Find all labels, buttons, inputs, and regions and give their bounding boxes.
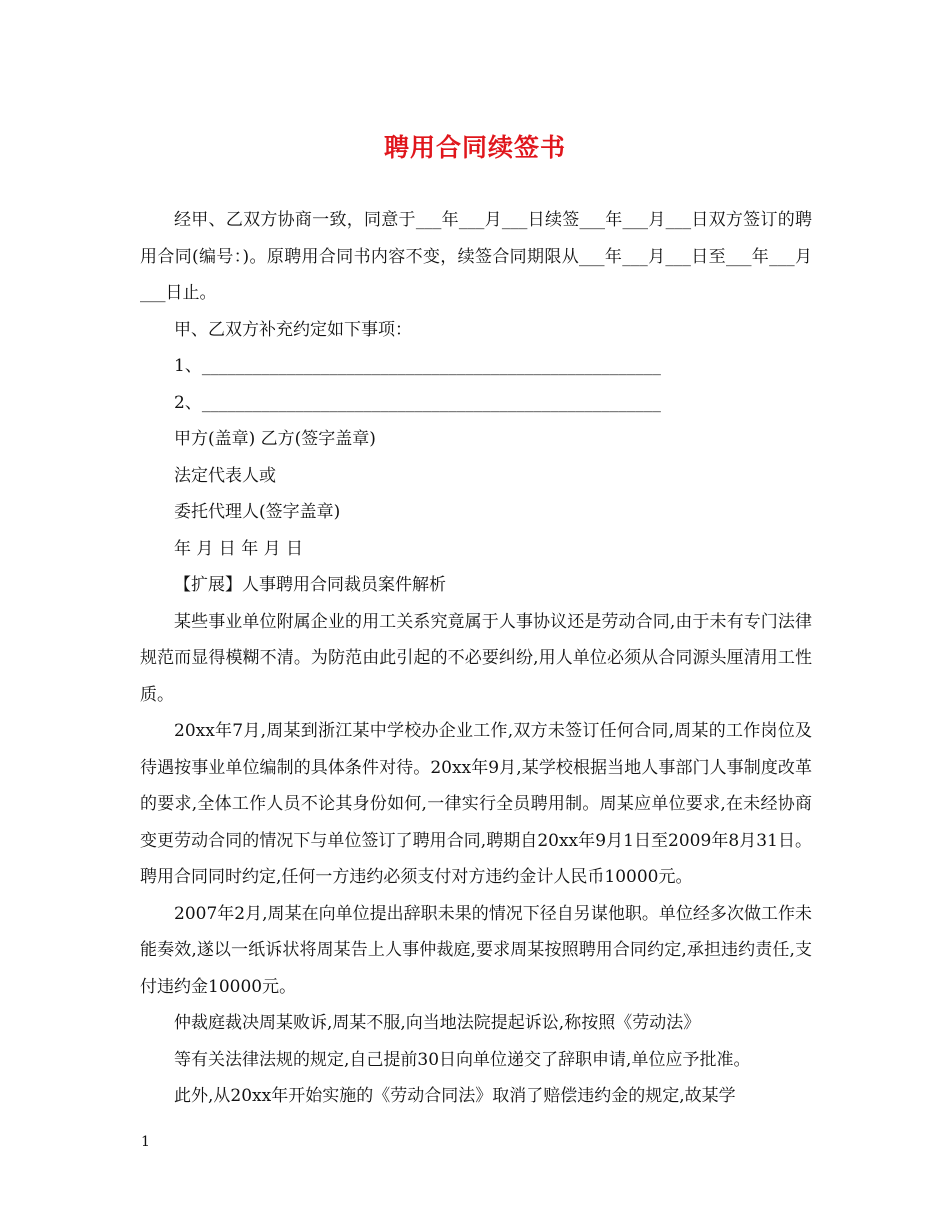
paragraph-case-facts: 20xx年7月,周某到浙江某中学校办企业工作,双方未签订任何合同,周某的工作岗位及待遇按事业单位编制的具体条件对待。20xx年9月,某学校根据当地人事部门人事制度改革的要求,全体工作人员不论其身份如何,一律实行全员聘用制。周某应单位要求,在未经协商变更劳动合同的情况下与单位签订了聘用合同,聘期自20xx年9月1日至2009年8月31日。聘用合同同时约定,任何一方违约必须支付对方违约金计人民币10000元。 xyxy=(140,721,812,887)
paragraph-case-dispute: 2007年2月,周某在向单位提出辞职未果的情况下径自另谋他职。单位经多次做工作未能奏效,遂以一纸诉状将周某告上人事仲裁庭,要求周某按照聘用合同约定,承担违约责任,支付违约金10000元。 xyxy=(140,903,812,997)
signature-parties: 甲方(盖章) 乙方(签字盖章) xyxy=(174,429,376,449)
document-body xyxy=(140,202,812,1115)
signature-agent: 委托代理人(签字盖章) xyxy=(174,502,341,522)
paragraph-supplement-intro: 甲、乙双方补充约定如下事项： xyxy=(174,319,412,340)
paragraph-arbitration: 仲裁庭裁决周某败诉,周某不服,向当地法院提起诉讼,称按照《劳动法》 xyxy=(174,1013,701,1033)
paragraph-renewal-terms: 经甲、乙双方协商一致，同意于___年___月___日续签___年___月___日双方签订的聘用合同(编号：)。原聘用合同书内容不变，续签合同期限从___年___月___日至___年___月___日止。 xyxy=(140,210,812,303)
signature-legal-rep: 法定代表人或 xyxy=(174,465,276,486)
paragraph-contract-law: 此外,从20xx年开始实施的《劳动合同法》取消了赔偿违约金的规定,故某学 xyxy=(174,1086,736,1106)
signature-dates: 年 月 日 年 月 日 xyxy=(174,538,304,559)
supplement-item-2: 2、______________________________________________________ xyxy=(174,392,661,413)
document-title: 聘用合同续签书 xyxy=(383,133,566,162)
supplement-item-1: 1、______________________________________________________ xyxy=(174,356,661,376)
paragraph-intro-case: 某些事业单位附属企业的用工关系究竟属于人事协议还是劳动合同,由于未有专门法律规范而显得模糊不清。为防范由此引起的不必要纠纷,用人单位必须从合同源头厘清用工性质。 xyxy=(140,611,812,705)
paragraph-resignation: 等有关法律法规的规定,自己提前30日向单位递交了辞职申请,单位应予批准。 xyxy=(174,1049,751,1070)
extension-heading: 【扩展】人事聘用合同裁员案件解析 xyxy=(174,575,446,595)
page-number: 1 xyxy=(141,1134,150,1150)
